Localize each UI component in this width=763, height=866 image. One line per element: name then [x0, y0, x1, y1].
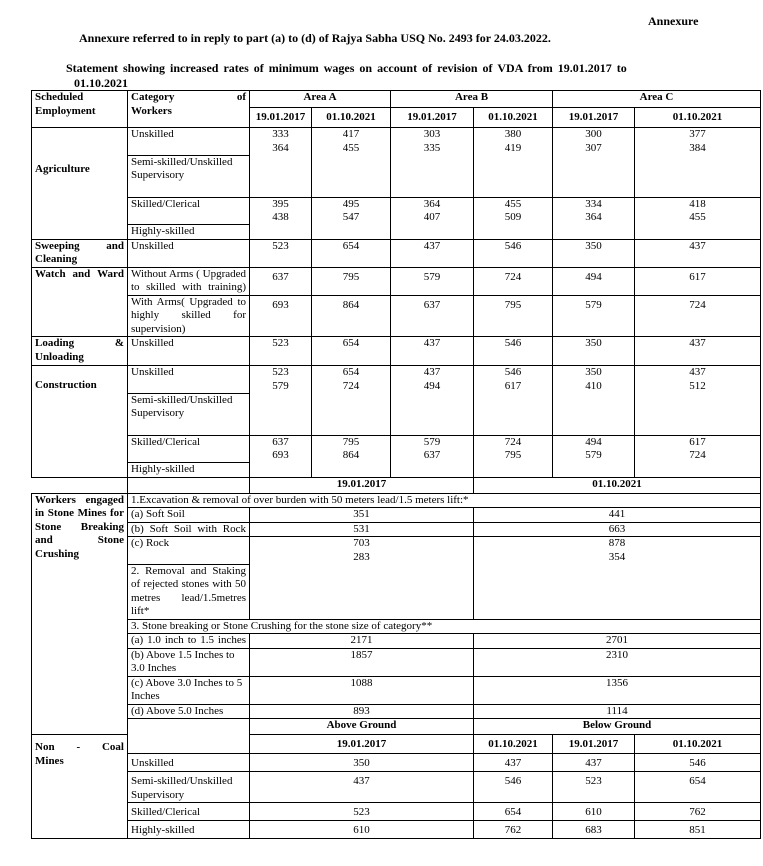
wage-cell: 610 — [553, 803, 635, 821]
wage-cell: 437 — [553, 754, 635, 772]
wage-cell: 762 — [635, 803, 761, 821]
wage-cell: 546 617 — [474, 366, 553, 394]
wage-cell: 1857 — [250, 648, 474, 676]
category-cell: Unskilled — [128, 337, 250, 366]
wage-cell: 441 — [474, 508, 761, 523]
wage-cell: 637 — [250, 267, 312, 295]
wage-cell: 579 637 — [391, 435, 474, 463]
header-scheduled-employment: Scheduled Employment — [32, 91, 128, 128]
date-header: 19.01.2017 — [391, 108, 474, 128]
category-cell: (b) Above 1.5 Inches to 3.0 Inches — [128, 648, 250, 676]
category-cell: Unskilled — [128, 128, 250, 156]
noncoal-date-header: 01.10.2021 — [474, 735, 553, 754]
wage-cell: 878 354 — [474, 537, 761, 565]
category-cell: Highly-skilled — [128, 225, 250, 240]
date-header: 01.10.2021 — [635, 108, 761, 128]
wage-cell: 1114 — [474, 704, 761, 719]
category-cell: Semi-skilled/Unskilled Supervisory — [128, 155, 250, 197]
wage-cell: 494 579 — [553, 435, 635, 463]
wage-cell: 417 455 — [312, 128, 391, 156]
wage-cell: 893 — [250, 704, 474, 719]
category-cell: Skilled/Clerical — [128, 197, 250, 225]
wage-cell: 494 — [553, 267, 635, 295]
category-cell: (b) Soft Soil with Rock — [128, 522, 250, 537]
employment-loading: Loading & Unloading — [32, 337, 128, 366]
wage-cell: 455 509 — [474, 197, 553, 225]
category-cell: Unskilled — [128, 754, 250, 772]
wage-cell: 350 — [553, 337, 635, 366]
employment-non-coal-mines: Non - Coal Mines — [32, 735, 128, 839]
category-cell: Unskilled — [128, 239, 250, 267]
category-cell: Skilled/Clerical — [128, 803, 250, 821]
employment-agriculture: Agriculture — [32, 128, 128, 240]
wage-cell: 377 384 — [635, 128, 761, 156]
wage-cell: 300 307 — [553, 128, 635, 156]
wage-cell: 437 — [474, 754, 553, 772]
wage-cell: 795 — [474, 295, 553, 337]
wage-cell: 654 — [312, 239, 391, 267]
employment-sweeping: Sweeping and Cleaning — [32, 239, 128, 267]
wage-cell: 2701 — [474, 634, 761, 649]
wage-cell: 703 283 — [250, 537, 474, 565]
wage-cell: 523 — [250, 239, 312, 267]
wage-cell: 546 — [474, 772, 553, 803]
wage-cell: 762 — [474, 821, 553, 839]
wage-cell: 531 — [250, 522, 474, 537]
above-ground-header: Above Ground — [250, 719, 474, 735]
wage-cell: 637 693 — [250, 435, 312, 463]
minimum-wages-table — [31, 90, 761, 839]
header-area-a: Area A — [250, 91, 391, 108]
category-cell: (d) Above 5.0 Inches — [128, 704, 250, 719]
noncoal-date-header: 01.10.2021 — [635, 735, 761, 754]
wage-cell: 350 — [250, 754, 474, 772]
wage-cell: 437 — [635, 239, 761, 267]
below-ground-header: Below Ground — [474, 719, 761, 735]
wage-cell: 523 579 — [250, 366, 312, 394]
wage-cell: 683 — [553, 821, 635, 839]
wage-cell: 2310 — [474, 648, 761, 676]
category-cell: Highly-skilled — [128, 463, 250, 478]
wage-cell: 654 — [312, 337, 391, 366]
category-cell: (a) 1.0 inch to 1.5 inches — [128, 634, 250, 649]
wage-cell: 2171 — [250, 634, 474, 649]
stone-date-header: 01.10.2021 — [474, 477, 761, 493]
category-cell: Skilled/Clerical — [128, 435, 250, 463]
wage-cell: 418 455 — [635, 197, 761, 225]
header-area-b: Area B — [391, 91, 553, 108]
category-cell: Unskilled — [128, 366, 250, 394]
stone-section-1: 1.Excavation & removal of over burden with 50 meters lead/1.5 meters lift:* — [128, 493, 761, 508]
employment-watch-ward: Watch and Ward — [32, 267, 128, 337]
wage-cell: 795 864 — [312, 435, 391, 463]
wage-cell: 437 494 — [391, 366, 474, 394]
wage-cell: 437 — [391, 239, 474, 267]
wage-cell: 724 — [474, 267, 553, 295]
employment-stone-mines: Workers engaged in Stone Mines for Stone Breaking and Stone Crushing — [32, 493, 128, 735]
wage-cell: 523 — [553, 772, 635, 803]
wage-cell: 546 — [474, 239, 553, 267]
category-cell: (c) Above 3.0 Inches to 5 Inches — [128, 676, 250, 704]
annexure-label: Annexure — [648, 14, 699, 28]
noncoal-date-header: 19.01.2017 — [250, 735, 474, 754]
reference-heading: Annexure referred to in reply to part (a) to (d) of Rajya Sabha USQ No. 2493 for 24.03.2022. — [79, 31, 551, 45]
statement-heading: Statement showing increased rates of minimum wages on account of revision of VDA from 19.01.2017 to — [66, 61, 627, 75]
category-cell: Without Arms ( Upgraded to skilled with training) — [128, 267, 250, 295]
wage-cell: 523 — [250, 803, 474, 821]
wage-cell: 654 — [474, 803, 553, 821]
category-cell: With Arms( Upgraded to highly skilled for supervision) — [128, 295, 250, 337]
wage-cell: 724 — [635, 295, 761, 337]
wage-cell: 395 438 — [250, 197, 312, 225]
wage-cell: 617 724 — [635, 435, 761, 463]
noncoal-date-header: 19.01.2017 — [553, 735, 635, 754]
wage-cell: 1356 — [474, 676, 761, 704]
wage-cell: 851 — [635, 821, 761, 839]
wage-cell: 351 — [250, 508, 474, 523]
wage-cell: 303 335 — [391, 128, 474, 156]
wage-cell: 663 — [474, 522, 761, 537]
category-cell: (c) Rock — [128, 537, 250, 565]
wage-cell: 523 — [250, 337, 312, 366]
stone-section-3: 3. Stone breaking or Stone Crushing for the stone size of category** — [128, 619, 761, 634]
wage-cell: 1088 — [250, 676, 474, 704]
date-header: 01.10.2021 — [312, 108, 391, 128]
category-cell: Highly-skilled — [128, 821, 250, 839]
wage-cell: 380 419 — [474, 128, 553, 156]
wage-cell: 546 — [635, 754, 761, 772]
wage-cell: 610 — [250, 821, 474, 839]
wage-cell: 437 — [391, 337, 474, 366]
statement-heading-cont: 01.10.2021 — [74, 76, 128, 90]
category-cell: Semi-skilled/Unskilled Supervisory — [128, 393, 250, 435]
wage-cell: 654 724 — [312, 366, 391, 394]
wage-cell: 350 — [553, 239, 635, 267]
wage-cell: 333 364 — [250, 128, 312, 156]
category-cell: 2. Removal and Staking of rejected stones with 50 metres lead/1.5metres lift* — [128, 564, 250, 619]
wage-cell: 437 — [635, 337, 761, 366]
wage-cell: 495 547 — [312, 197, 391, 225]
wage-cell: 437 512 — [635, 366, 761, 394]
wage-cell: 334 364 — [553, 197, 635, 225]
wage-cell: 350 410 — [553, 366, 635, 394]
wage-cell: 637 — [391, 295, 474, 337]
date-header: 19.01.2017 — [553, 108, 635, 128]
category-cell: (a) Soft Soil — [128, 508, 250, 523]
wage-cell: 546 — [474, 337, 553, 366]
wage-cell: 579 — [391, 267, 474, 295]
wage-cell: 617 — [635, 267, 761, 295]
wage-cell: 364 407 — [391, 197, 474, 225]
header-area-c: Area C — [553, 91, 761, 108]
wage-cell: 654 — [635, 772, 761, 803]
wage-cell: 864 — [312, 295, 391, 337]
employment-construction: Construction — [32, 366, 128, 478]
wage-cell: 795 — [312, 267, 391, 295]
header-category-of-workers: Category of Workers — [128, 91, 250, 128]
date-header: 19.01.2017 — [250, 108, 312, 128]
category-cell: Semi-skilled/Unskilled Supervisory — [128, 772, 250, 803]
stone-date-header: 19.01.2017 — [250, 477, 474, 493]
wage-cell: 693 — [250, 295, 312, 337]
date-header: 01.10.2021 — [474, 108, 553, 128]
wage-cell: 437 — [250, 772, 474, 803]
wage-cell: 724 795 — [474, 435, 553, 463]
wage-cell: 579 — [553, 295, 635, 337]
